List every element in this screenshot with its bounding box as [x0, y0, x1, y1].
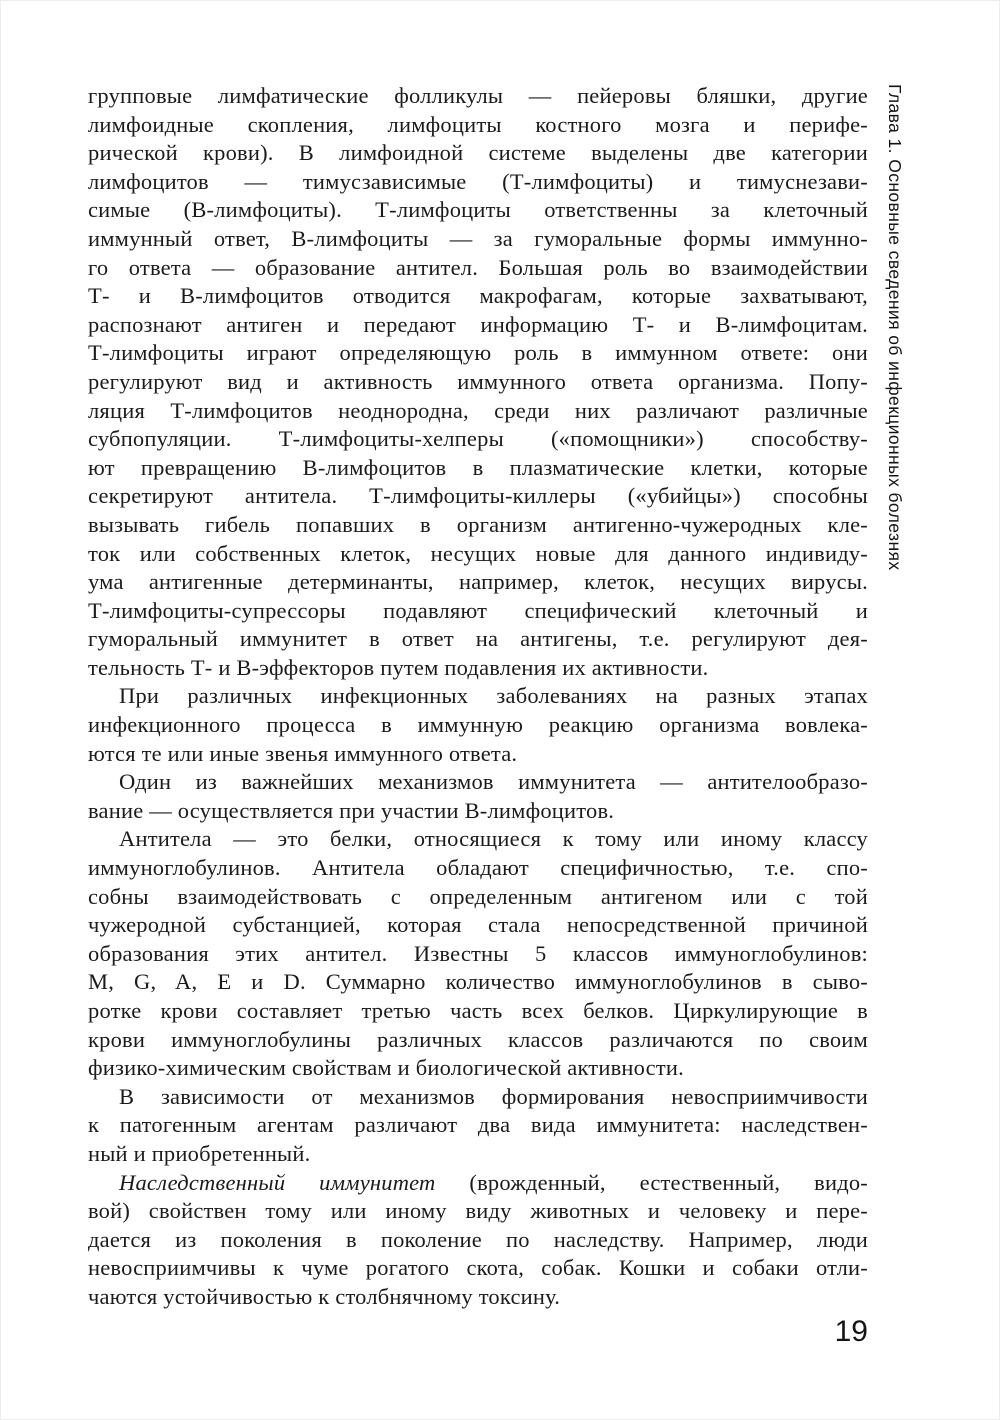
- text-line: дается из поколения в поколение по наследству. Например, люди: [88, 1226, 868, 1252]
- paragraph: [88, 768, 868, 825]
- text-line: Антитела — это белки, относящиеся к тому или иному классу: [119, 826, 868, 852]
- text-line: физико-химическим свойствам и биологической активности.: [88, 1055, 684, 1081]
- text-line: лимфоцитов — тимусзависимые (Т-лимфоциты) и тимуснезави-: [88, 168, 868, 194]
- text-line: невосприимчивы к чуме рогатого скота, собак. Кошки и собаки отли-: [88, 1255, 868, 1281]
- text-line: вой) свойствен тому или иному виду животных и человеку и пере-: [88, 1198, 868, 1224]
- text-line: чужеродной субстанцией, которая стала непосредственной причиной: [88, 912, 868, 938]
- paragraph: [88, 825, 868, 1082]
- text-line: ток или собственных клеток, несущих новые для данного индивиду-: [88, 540, 868, 566]
- paragraph: [88, 82, 868, 682]
- text-line: иммуноглобулинов. Антитела обладают специфичностью, т.е. спо-: [88, 855, 868, 881]
- text-line: секретируют антитела. Т-лимфоциты-киллеры («убийцы») способны: [88, 483, 868, 509]
- paragraph: [88, 1169, 868, 1312]
- text-line: [88, 1169, 868, 1198]
- text-line: вание — осуществляется при участии В-лимфоцитов.: [88, 797, 615, 823]
- text-line: ляция Т-лимфоцитов неоднородна, среди них различают различные: [88, 397, 868, 423]
- paragraph: [88, 1083, 868, 1169]
- text-line: Один из важнейших механизмов иммунитета — антителообразо-: [119, 769, 868, 795]
- text-line: иммунный ответ, В-лимфоциты — за гуморальные формы иммунно-: [88, 225, 868, 251]
- text-line: лимфоидные скопления, лимфоциты костного мозга и перифе-: [88, 111, 868, 137]
- text-line: В зависимости от механизмов формирования невосприимчивости: [119, 1083, 868, 1109]
- text-line: субпопуляции. Т-лимфоциты-хелперы («помощники») способству-: [88, 426, 868, 452]
- text-line: вызывать гибель попавших в организм антигенно-чужеродных кле-: [88, 511, 868, 537]
- body-text-block: [88, 82, 868, 1312]
- text-line: M, G, A, E и D. Суммарно количество иммуноглобулинов в сыво-: [88, 969, 868, 995]
- text-line: ный и приобретенный.: [88, 1140, 311, 1166]
- page-number: 19: [834, 1315, 868, 1348]
- text-line: Т- и В-лимфоцитов отводится макрофагам, которые захватывают,: [88, 283, 868, 309]
- text-line: ума антигенные детерминанты, например, клеток, несущих вирусы.: [88, 569, 868, 595]
- text-line: собны взаимодействовать с определенным антигеном или с той: [88, 883, 868, 909]
- text-line: к патогенным агентам различают два вида иммунитета: наследствен-: [88, 1112, 868, 1138]
- text-line: распознают антиген и передают информацию Т- и В-лимфоцитам.: [88, 311, 868, 337]
- chapter-running-header: Глава 1. Основные сведения об инфекционных болезнях: [885, 84, 905, 571]
- text-line: чаются устойчивостью к столбнячному токсину.: [88, 1283, 561, 1309]
- text-line: рической крови). В лимфоидной системе выделены две категории: [88, 140, 868, 166]
- text-line: тельность Т- и В-эффекторов путем подавления их активности.: [88, 654, 709, 680]
- text-line: ют превращению В-лимфоцитов в плазматические клетки, которые: [88, 454, 868, 480]
- text-line: инфекционного процесса в иммунную реакцию организма вовлека-: [88, 712, 868, 738]
- text-line: ются те или иные звенья иммунного ответа.: [88, 740, 518, 766]
- text-line: групповые лимфатические фолликулы — пейеровы бляшки, другие: [88, 83, 868, 108]
- text-line: крови иммуноглобулины различных классов различаются по своим: [88, 1026, 868, 1052]
- text-line: Т-лимфоциты-супрессоры подавляют специфический клеточный и: [88, 597, 868, 623]
- text-line: симые (В-лимфоциты). Т-лимфоциты ответственны за клеточный: [88, 197, 868, 223]
- text-line: Т-лимфоциты играют определяющую роль в иммунном ответе: они: [88, 340, 868, 366]
- text-line: При различных инфекционных заболеваниях на разных этапах: [119, 683, 868, 709]
- text-line: го ответа — образование антител. Большая роль во взаимодействии: [88, 254, 868, 280]
- text-line: регулируют вид и активность иммунного ответа организма. Попу-: [88, 368, 868, 394]
- text-line: гуморальный иммунитет в ответ на антигены, т.е. регулируют дея-: [88, 626, 868, 652]
- text-segment: (врожденный, естественный, видо-: [435, 1169, 868, 1195]
- paragraph: [88, 682, 868, 768]
- text-line: ротке крови составляет третью часть всех белков. Циркулирующие в: [88, 998, 868, 1023]
- emphasized-term: Наследственный иммунитет: [119, 1169, 436, 1195]
- text-line: образования этих антител. Известны 5 классов иммуноглобулинов:: [88, 940, 868, 966]
